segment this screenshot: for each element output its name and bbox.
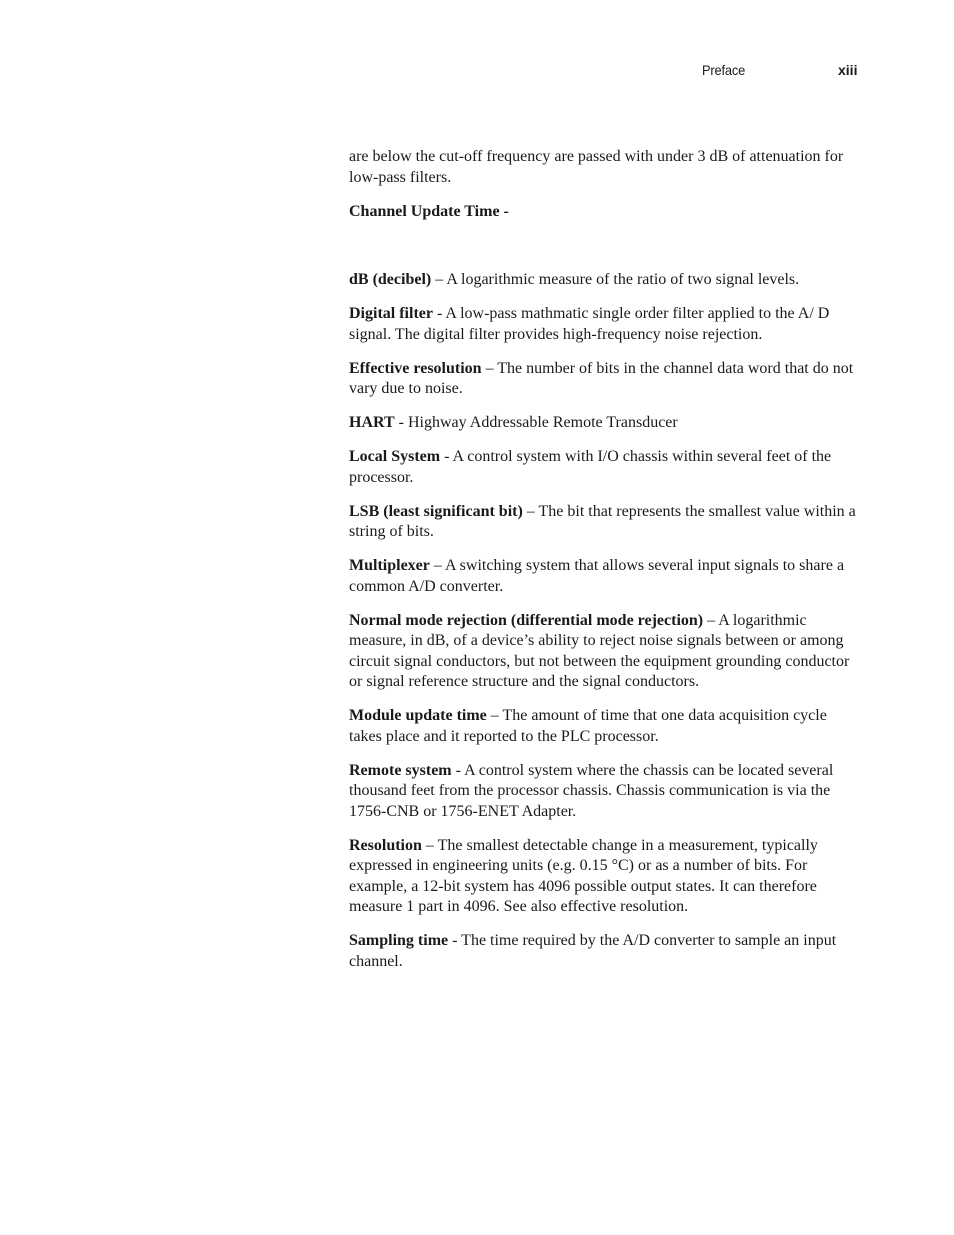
- glossary-definition: - A low-pass mathmatic single order filter applied to the A/ D signal. The digital filter provides high-frequency noise rejection.: [349, 305, 830, 343]
- glossary-body: [349, 147, 861, 986]
- glossary-definition: – The amount of time that one data acquisition cycle takes place and it reported to the PLC processor.: [349, 707, 827, 745]
- glossary-term: dB (decibel): [349, 271, 432, 288]
- glossary-term: Module update time: [349, 707, 487, 724]
- glossary-term: Effective resolution: [349, 359, 482, 377]
- glossary-definition: – A logarithmic measure, in dB, of a device’s ability to reject noise signals between or among circuit signal conductors, but not between the equipment grounding conductor or signal reference structure and the signal conductors.: [349, 611, 850, 690]
- glossary-definition: – A switching system that allows several input signals to share a common A/D converter.: [349, 557, 845, 595]
- header-section-title: Preface: [702, 62, 746, 78]
- glossary-entry-hart: [349, 413, 861, 434]
- glossary-term: Sampling time: [349, 932, 449, 949]
- glossary-entry-digital-filter: [349, 304, 861, 345]
- glossary-entry-remote-system: [349, 761, 861, 823]
- page-number: xiii: [838, 62, 858, 78]
- glossary-entry-channel-update-time: [349, 202, 861, 223]
- glossary-term: Normal mode rejection (differential mode rejection): [349, 611, 704, 629]
- glossary-term: LSB (least significant bit): [349, 502, 523, 520]
- glossary-term: Remote system: [349, 761, 452, 779]
- glossary-entry-module-update-time: [349, 706, 861, 747]
- glossary-entry-local-system: [349, 447, 861, 488]
- glossary-definition: - A control system with I/O chassis within several feet of the processor.: [349, 448, 832, 486]
- glossary-entry-db: [349, 270, 861, 291]
- glossary-entry-resolution: [349, 836, 861, 918]
- glossary-term: Resolution: [349, 836, 422, 854]
- glossary-term: HART: [349, 414, 395, 431]
- glossary-term: Digital filter: [349, 305, 433, 322]
- glossary-definition: – The number of bits in the channel data word that do not vary due to noise.: [349, 359, 854, 397]
- glossary-definition: – The smallest detectable change in a measurement, typically expressed in engineering units (e.g. 0.15 °C) or as a number of bits. For example, a 12-bit system has 4096 possible output states. It can therefore measure 1 part in 4096. See also effective resolution.: [349, 836, 818, 915]
- glossary-entry-normal-mode-rejection: [349, 611, 861, 693]
- glossary-term: Channel Update Time -: [349, 202, 509, 220]
- glossary-entry-effective-resolution: [349, 359, 861, 400]
- glossary-definition: – The bit that represents the smallest value within a string of bits.: [349, 502, 856, 540]
- glossary-entry-multiplexer: [349, 556, 861, 597]
- glossary-entry-continuation: [349, 147, 861, 188]
- glossary-definition: - Highway Addressable Remote Transducer: [394, 414, 678, 431]
- glossary-entry-lsb: [349, 502, 861, 543]
- glossary-term: Local System: [349, 448, 441, 465]
- glossary-entry-sampling-time: [349, 931, 861, 972]
- glossary-definition: - A control system where the chassis can be located several thousand feet from the processor chassis. Chassis communication is via the 1756-CNB or 1756-ENET Adapter.: [349, 761, 834, 820]
- glossary-definition: are below the cut-off frequency are passed with under 3 dB of attenuation for low-pass filters.: [349, 148, 844, 186]
- glossary-definition: - The time required by the A/D converter to sample an input channel.: [349, 932, 837, 970]
- glossary-term: Multiplexer: [349, 557, 430, 574]
- page-header: [0, 62, 954, 82]
- glossary-definition: – A logarithmic measure of the ratio of two signal levels.: [431, 271, 800, 288]
